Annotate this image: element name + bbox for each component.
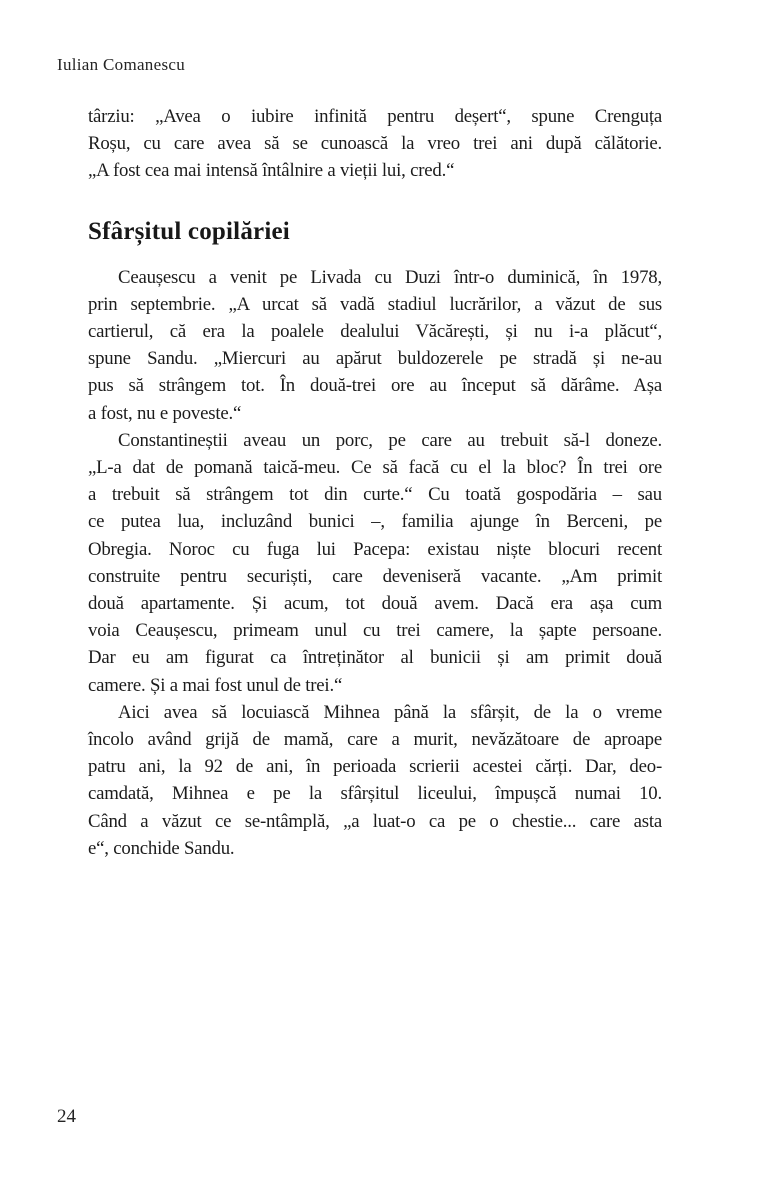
text-line: „L-a dat de pomană taică-meu. Ce să facă cu el la bloc? În trei ore bbox=[88, 457, 662, 479]
text-line: două apartamente. Și acum, tot două avem. Dacă era așa cum bbox=[88, 593, 662, 615]
text-line: Ceaușescu a venit pe Livada cu Duzi într-o duminică, în 1978, bbox=[118, 266, 662, 288]
text-line: Constantineștii aveau un porc, pe care au trebuit să-l doneze. bbox=[118, 429, 662, 451]
text-line: a fost, nu e poveste.“ bbox=[88, 402, 242, 424]
text-line: Roșu, cu care avea să se cunoască la vreo trei ani după călătorie. bbox=[88, 133, 662, 155]
text-line: încolo având grijă de mamă, care a murit, nevăzătoare de aproape bbox=[88, 729, 662, 751]
text-line: camere. Și a mai fost unul de trei.“ bbox=[88, 674, 343, 696]
text-line: spune Sandu. „Miercuri au apărut buldozerele pe stradă și ne-au bbox=[88, 348, 662, 370]
running-header: Iulian Comanescu bbox=[57, 55, 186, 74]
text-line: e“, conchide Sandu. bbox=[88, 837, 235, 859]
paragraph bbox=[88, 699, 662, 862]
text-line: Dar eu am figurat ca întreținător al bunicii și am primit două bbox=[88, 647, 662, 669]
text-line: Aici avea să locuiască Mihnea până la sfârșit, de la o vreme bbox=[118, 701, 662, 723]
text-block bbox=[88, 103, 662, 862]
text-line: pus să strângem tot. În două-trei ore au început să dărâme. Așa bbox=[88, 375, 662, 397]
text-line: „A fost cea mai intensă întâlnire a vieții lui, cred.“ bbox=[88, 160, 455, 182]
text-line: ce putea lua, incluzând bunici –, familia ajunge în Berceni, pe bbox=[88, 511, 662, 533]
text-line: a trebuit să strângem tot din curte.“ Cu toată gospodăria – sau bbox=[88, 484, 662, 506]
text-line: camdată, Mihnea e pe la sfârșitul liceului, împușcă numai 10. bbox=[88, 783, 662, 805]
text-line: Când a văzut ce se-ntâmplă, „a luat-o ca pe o chestie... care asta bbox=[88, 810, 662, 832]
paragraph bbox=[88, 427, 662, 699]
page-number: 24 bbox=[57, 1106, 76, 1127]
text-line: Obregia. Noroc cu fuga lui Pacepa: existau niște blocuri recent bbox=[88, 538, 662, 560]
text-line: voia Ceaușescu, primeam unul cu trei camere, la șapte persoane. bbox=[88, 620, 662, 642]
text-line: cartierul, că era la poalele dealului Văcărești, și nu i-a plăcut“, bbox=[88, 321, 662, 343]
text-line: târziu: „Avea o iubire infinită pentru deșert“, spune Crenguța bbox=[88, 106, 662, 127]
section-heading: Sfârșitul copilăriei bbox=[88, 217, 290, 245]
text-line: patru ani, la 92 de ani, în perioada scrierii acestei cărți. Dar, deo- bbox=[88, 756, 662, 778]
paragraph bbox=[88, 103, 662, 185]
paragraph bbox=[88, 264, 662, 427]
text-line: prin septembrie. „A urcat să vadă stadiul lucrărilor, a văzut de sus bbox=[88, 293, 662, 315]
text-line: construite pentru securiști, care deveniseră vacante. „Am primit bbox=[88, 565, 662, 587]
